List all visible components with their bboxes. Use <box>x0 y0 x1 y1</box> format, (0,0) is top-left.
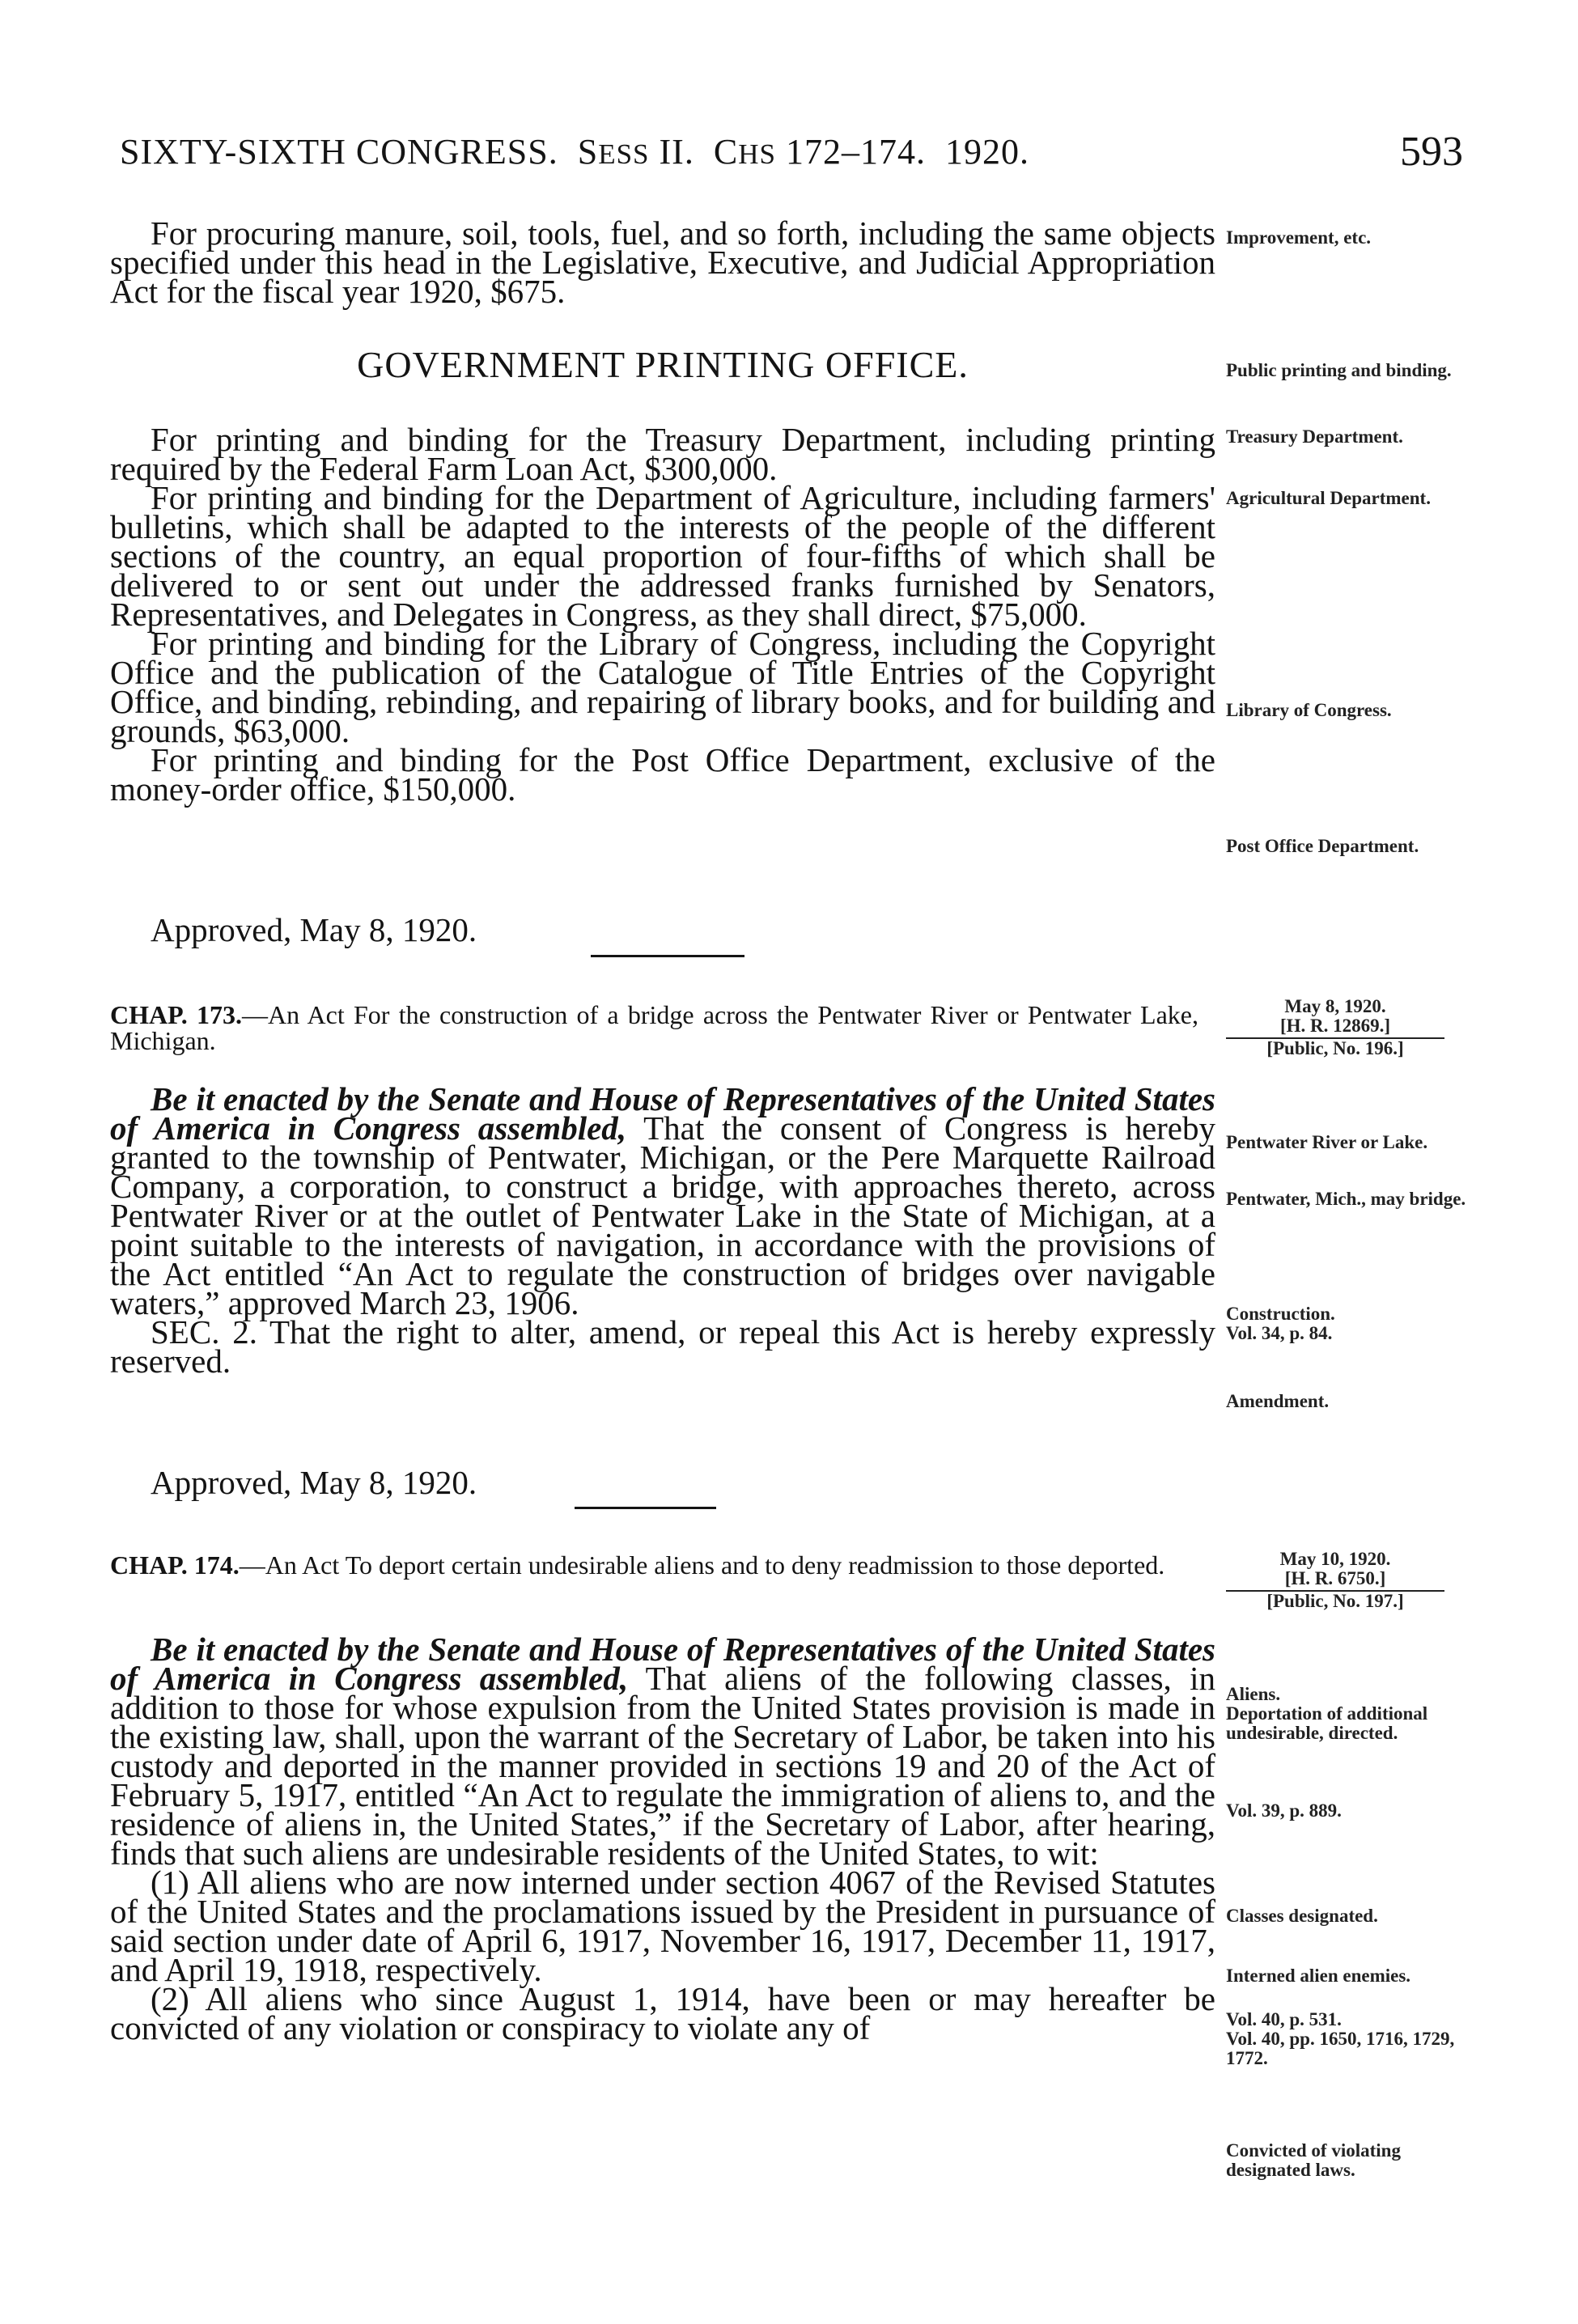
margin-aliens <box>1226 1685 1469 1743</box>
margin-construction-label: Construction. <box>1226 1304 1335 1324</box>
margin-vol40b: Vol. 40, pp. 1650, 1716, 1729, 1772. <box>1226 2029 1455 2068</box>
margin-improvement: Improvement, etc. <box>1226 227 1372 248</box>
approved-date-1: Approved, May 8, 1920. <box>151 911 477 948</box>
page-number: 593 <box>1400 129 1463 175</box>
chapter-173-enacting-paragraph <box>110 1080 1215 1321</box>
section-divider <box>591 955 744 957</box>
chapters-rest: HS <box>738 138 776 170</box>
header-year: 1920. <box>944 132 1029 172</box>
chapter-173-body <box>110 1080 1215 1380</box>
margin-interned: Interned alien enemies. <box>1226 1966 1411 1986</box>
chapter-173-section-2: SEC. 2. That the right to alter, amend, or repeal this Act is hereby expressly reserved. <box>110 1313 1215 1380</box>
margin-vol40 <box>1226 2010 1469 2068</box>
chapter-174-body <box>110 1631 1215 2046</box>
margin-deportation: Deportation of additional undesirable, directed. <box>1226 1703 1428 1743</box>
margin-construction-ref: Vol. 34, p. 84. <box>1226 1323 1333 1343</box>
chapters-range: 172–174. <box>785 132 926 172</box>
margin-amendment: Amendment. <box>1226 1391 1330 1411</box>
congress-label: SIXTY-SIXTH CONGRESS. <box>120 132 558 172</box>
chapter-173-title <box>110 1002 1198 1054</box>
chapter-173-label: CHAP. 173. <box>110 1000 242 1029</box>
session-rest: ESS <box>598 138 650 170</box>
section-divider-2 <box>575 1507 716 1509</box>
section-manure <box>110 214 1215 310</box>
chapter-173-bill: [H. R. 12869.] <box>1226 1016 1444 1039</box>
margin-post-office: Post Office Department. <box>1226 836 1419 856</box>
paragraph-agriculture: For printing and binding for the Department of Agriculture, including farmers' bulletins, which shall be adapted to the interests of the people of the different sections of the country, an equal proportion of four-fifths of which shall be delivered to or sent out under the addressed franks furnished by Senators, Representatives, and Delegates in Congress, as they shall direct, $75,000. <box>110 479 1215 633</box>
chapters-initial: C <box>713 132 739 172</box>
chapter-174-text: That aliens of the following classes, in addition to those for whose expulsion from the United States provision is made in the existing law, shall, upon the warrant of the Secretary of Labor, be taken into his custody and deported in the manner provided in sections 19 and 20 of the Act of February 5, 1917, entitled “An Act to regulate the immigration of aliens to, and the residence of aliens in, the United States,” if the Secretary of Labor, after hearing, finds that such aliens are undesirable residents of the United States, to wit: <box>110 1660 1215 1872</box>
chapter-173-text: That the consent of Congress is hereby granted to the township of Pentwater, Michigan, or the Pere Marquette Railroad Company, a corporation, to construct a bridge, with approaches thereto, across Pentwater River or at the outlet of Pentwater Lake in the State of Michigan, at a point suitable to the interests of navigation, in accordance with the provisions of the Act entitled “An Act to regulate the construction of bridges over navigable waters,” approved March 23, 1906. <box>110 1109 1215 1321</box>
session-initial: S <box>577 132 599 172</box>
margin-convicted: Convicted of violating designated laws. <box>1226 2140 1401 2180</box>
heading-government-printing-office: GOVERNMENT PRINTING OFFICE. <box>357 344 969 385</box>
session-number: II. <box>659 132 694 172</box>
chapter-173-bill-info <box>1226 997 1444 1058</box>
paragraph-library: For printing and binding for the Library of Congress, including the Copyright Office and the publication of the Catalogue of Title Entries of the Copyright Office, and binding, rebinding, and repairing of library books, and for building and grounds, $63,000. <box>110 625 1215 749</box>
margin-public-printing: Public printing and binding. <box>1226 360 1452 380</box>
paragraph-post-office: For printing and binding for the Post Office Department, exclusive of the money-order office, $150,000. <box>110 741 1215 808</box>
paragraph-manure: For procuring manure, soil, tools, fuel, and so forth, including the same objects specified under this head in the Legislative, Executive, and Judicial Appropriation Act for the fiscal year 1920, $675. <box>110 214 1215 310</box>
margin-pentwater: Pentwater River or Lake. <box>1226 1132 1428 1152</box>
chapter-174-enacting-clause: Be it enacted by the Senate and House of Representatives of the United States of America in Congress assembled, <box>110 1631 1215 1697</box>
header-text <box>120 131 1029 172</box>
chapter-173-date: May 8, 1920. <box>1284 996 1386 1016</box>
chapter-173-enacting-clause: Be it enacted by the Senate and House of Representatives of the United States of America in Congress assembled, <box>110 1080 1215 1147</box>
chapter-174-title <box>110 1552 1198 1578</box>
margin-vol39: Vol. 39, p. 889. <box>1226 1800 1342 1821</box>
chapter-174-date: May 10, 1920. <box>1279 1549 1391 1569</box>
running-header <box>120 131 1463 180</box>
chapter-173-description: —An Act For the construction of a bridge across the Pentwater River or Pentwater Lake, Michigan. <box>110 1000 1199 1055</box>
margin-classes: Classes designated. <box>1226 1906 1378 1926</box>
margin-treasury: Treasury Department. <box>1226 426 1403 447</box>
margin-vol40a: Vol. 40, p. 531. <box>1226 2009 1342 2029</box>
chapter-174-item-1: (1) All aliens who are now interned under section 4067 of the Revised Statutes of the United States and the proclamations issued by the President in pursuance of said section under date of April 6, 1917, November 16, 1917, December 11, 1917, and April 19, 1918, respectively. <box>110 1864 1215 1988</box>
paragraph-treasury: For printing and binding for the Treasury Department, including printing required by the Federal Farm Loan Act, $300,000. <box>110 421 1215 487</box>
margin-pentwater-mich: Pentwater, Mich., may bridge. <box>1226 1189 1466 1209</box>
chapter-174-public-law: [Public, No. 197.] <box>1266 1591 1404 1611</box>
chapter-173-public-law: [Public, No. 196.] <box>1266 1038 1404 1058</box>
margin-construction <box>1226 1304 1469 1343</box>
margin-aliens-label: Aliens. <box>1226 1684 1281 1704</box>
margin-agricultural: Agricultural Department. <box>1226 488 1431 508</box>
chapter-174-label: CHAP. 174. <box>110 1550 240 1580</box>
chapter-174-description: —An Act To deport certain undesirable aliens and to deny readmission to those deported. <box>239 1550 1165 1580</box>
margin-library: Library of Congress. <box>1226 700 1392 720</box>
chapter-174-enacting-paragraph <box>110 1631 1215 1872</box>
section-printing-binding <box>110 421 1215 808</box>
chapter-174-item-2: (2) All aliens who since August 1, 1914, have been or may hereafter be convicted of any violation or conspiracy to violate any of <box>110 1980 1215 2046</box>
approved-date-2: Approved, May 8, 1920. <box>151 1464 477 1501</box>
chapter-174-bill-info <box>1226 1550 1444 1611</box>
chapter-174-bill: [H. R. 6750.] <box>1226 1569 1444 1592</box>
